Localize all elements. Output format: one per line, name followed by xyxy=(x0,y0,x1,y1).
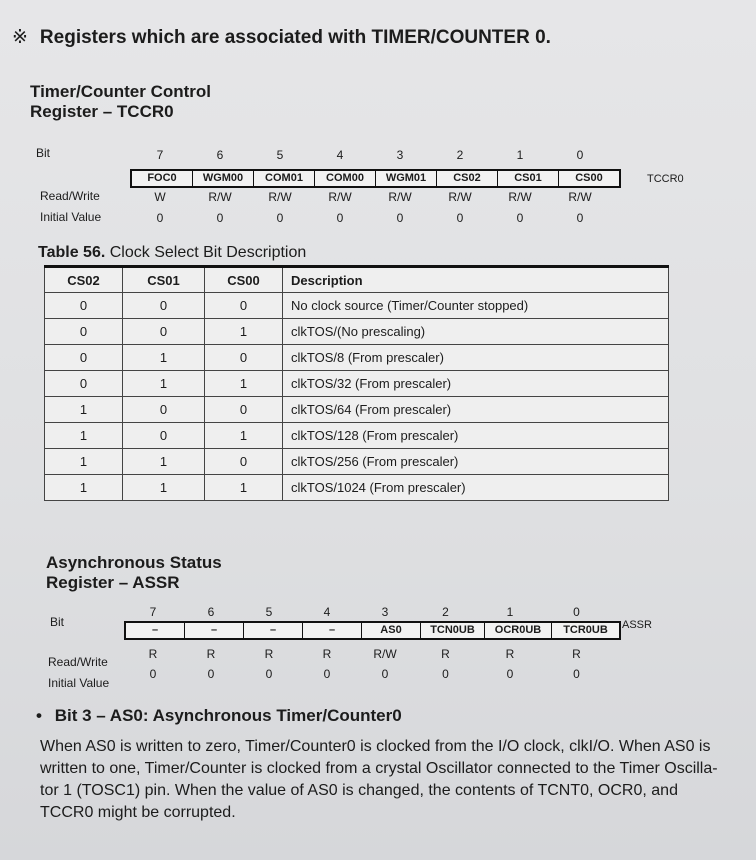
register-field: CS02 xyxy=(436,171,497,186)
assr-title-line2: Register – ASSR xyxy=(46,573,180,592)
assr-register-box xyxy=(124,621,621,640)
tccr0-register-box xyxy=(130,169,621,188)
rw-value: R/W xyxy=(448,190,472,204)
bit3-paragraph-line1: When AS0 is written to zero, Timer/Counter0 is clocked from the I/O clock, clkI/O. When AS0 is xyxy=(40,738,711,755)
tccr0-bit-label: Bit xyxy=(36,146,51,160)
initial-value: 0 xyxy=(506,667,514,681)
table-cell: 1 xyxy=(205,319,283,345)
column-header: Description xyxy=(283,267,669,293)
bit-number: 4 xyxy=(336,148,344,162)
table-cell: clkTOS/32 (From prescaler) xyxy=(283,371,669,397)
rw-value: R/W xyxy=(268,190,292,204)
table-row xyxy=(45,423,669,449)
register-field: TCR0UB xyxy=(551,623,619,638)
initial-value: 0 xyxy=(323,667,331,681)
rw-value: R/W xyxy=(208,190,232,204)
rw-value: R/W xyxy=(568,190,592,204)
table-cell: No clock source (Timer/Counter stopped) xyxy=(283,293,669,319)
table-cell: clkTOS/64 (From prescaler) xyxy=(283,397,669,423)
table-cell: 1 xyxy=(45,475,123,501)
page-heading-text: Registers which are associated with TIMER/COUNTER 0. xyxy=(39,27,551,48)
register-field: CS00 xyxy=(558,171,619,186)
rw-value: R xyxy=(441,647,450,661)
bit3-title: Bit 3 – AS0: Asynchronous Timer/Counter0 xyxy=(54,706,402,725)
bit-number: 3 xyxy=(381,605,389,619)
assr-initial-values xyxy=(124,667,610,681)
table-cell: clkTOS/128 (From prescaler) xyxy=(283,423,669,449)
rw-value: R/W xyxy=(373,647,397,661)
table-cell: 0 xyxy=(45,319,123,345)
register-field: COM00 xyxy=(314,171,375,186)
table-cell: 0 xyxy=(205,449,283,475)
rw-value: R xyxy=(148,647,158,661)
rw-value: R/W xyxy=(508,190,532,204)
table-cell: 1 xyxy=(123,371,205,397)
bit-number: 5 xyxy=(276,148,284,162)
table-cell: 0 xyxy=(123,397,205,423)
table-cell: 0 xyxy=(123,293,205,319)
tccr0-title-line2: Register – TCCR0 xyxy=(30,102,174,121)
rw-value: R xyxy=(322,647,332,661)
bit-number: 1 xyxy=(506,605,514,619)
assr-register-name: ASSR xyxy=(622,619,652,631)
assr-bit-numbers xyxy=(124,605,610,619)
table56-number: Table 56. xyxy=(38,244,106,261)
table-cell: 0 xyxy=(205,293,283,319)
table-cell: 1 xyxy=(45,423,123,449)
reference-mark-icon: ※ xyxy=(12,27,28,48)
bit-number: 1 xyxy=(516,148,524,162)
bit-number: 2 xyxy=(442,605,449,619)
rw-value: R xyxy=(264,647,274,661)
table-cell: 0 xyxy=(45,371,123,397)
register-field: CS01 xyxy=(497,171,558,186)
table-cell: 0 xyxy=(205,397,283,423)
table-header-row xyxy=(45,267,669,293)
table-cell: 0 xyxy=(123,319,205,345)
register-field: COM01 xyxy=(253,171,314,186)
tccr0-register-name: TCCR0 xyxy=(647,173,684,185)
tccr0-title-line1: Timer/Counter Control xyxy=(30,82,212,101)
rw-value: R xyxy=(206,647,216,661)
initial-value: 0 xyxy=(573,667,580,681)
register-field: FOC0 xyxy=(147,172,177,184)
table-cell: 1 xyxy=(45,449,123,475)
table-row xyxy=(45,293,669,319)
initial-value: 0 xyxy=(216,211,224,225)
bit-number: 6 xyxy=(216,148,224,162)
table-row xyxy=(45,475,669,501)
tccr0-title xyxy=(30,82,211,122)
table-cell: 1 xyxy=(123,475,205,501)
register-field: – xyxy=(151,624,159,636)
table56-caption: Clock Select Bit Description xyxy=(109,244,307,261)
tccr0-rw-label: Read/Write xyxy=(40,189,100,203)
tccr0-initial-values xyxy=(130,211,610,225)
table-row xyxy=(45,345,669,371)
rw-value: W xyxy=(154,190,166,204)
initial-value: 0 xyxy=(276,211,284,225)
bit-number: 3 xyxy=(396,148,404,162)
table-cell: 1 xyxy=(45,397,123,423)
table-cell: 0 xyxy=(123,423,205,449)
bit-number: 4 xyxy=(323,605,331,619)
tccr0-init-label: Initial Value xyxy=(40,210,102,224)
initial-value: 0 xyxy=(442,667,449,681)
column-header: CS00 xyxy=(205,267,283,293)
bit-number: 0 xyxy=(573,605,580,619)
page-heading xyxy=(12,26,551,49)
initial-value: 0 xyxy=(336,211,344,225)
bullet-icon: • xyxy=(36,706,42,725)
register-field: WGM01 xyxy=(375,171,436,186)
initial-value: 0 xyxy=(396,211,404,225)
table-cell: clkTOS/1024 (From prescaler) xyxy=(283,475,669,501)
bit3-paragraph-line2: written to one, Timer/Counter is clocked from a crystal Oscillator connected to the Timer Oscilla- xyxy=(40,760,718,777)
assr-init-label: Initial Value xyxy=(48,676,110,690)
bit3-heading xyxy=(36,706,402,726)
rw-value: R/W xyxy=(388,190,412,204)
assr-rw-label: Read/Write xyxy=(48,655,108,669)
register-field: – xyxy=(302,623,361,638)
initial-value: 0 xyxy=(265,667,273,681)
bit-number: 7 xyxy=(156,148,164,162)
register-field: TCN0UB xyxy=(420,623,484,638)
table-cell: 1 xyxy=(205,475,283,501)
table-cell: 0 xyxy=(45,293,123,319)
register-field: – xyxy=(243,623,302,638)
initial-value: 0 xyxy=(149,667,157,681)
table-cell: 0 xyxy=(205,345,283,371)
column-header: CS02 xyxy=(45,267,123,293)
bit-number: 6 xyxy=(207,605,215,619)
assr-title-line1: Asynchronous Status xyxy=(46,553,222,572)
register-field: WGM00 xyxy=(192,171,253,186)
bit3-paragraph-line3: tor 1 (TOSC1) pin. When the value of AS0 is changed, the contents of TCNT0, OCR0, and xyxy=(40,782,678,799)
bit-number: 7 xyxy=(149,605,157,619)
table-cell: 0 xyxy=(45,345,123,371)
table-cell: clkTOS/8 (From prescaler) xyxy=(283,345,669,371)
initial-value: 0 xyxy=(516,211,524,225)
register-field: – xyxy=(184,623,243,638)
initial-value: 0 xyxy=(381,667,389,681)
rw-value: R/W xyxy=(328,190,352,204)
column-header: CS01 xyxy=(123,267,205,293)
tccr0-rw-values xyxy=(130,190,610,204)
table-row xyxy=(45,371,669,397)
rw-value: R xyxy=(572,647,581,661)
assr-bit-label: Bit xyxy=(50,615,65,629)
table-cell: 1 xyxy=(123,345,205,371)
register-field: AS0 xyxy=(361,623,420,638)
table-row xyxy=(45,319,669,345)
initial-value: 0 xyxy=(156,211,164,225)
table56-title xyxy=(38,244,306,262)
assr-rw-values xyxy=(124,647,610,661)
initial-value: 0 xyxy=(456,211,464,225)
tccr0-bit-numbers xyxy=(130,148,610,162)
bit3-paragraph-line4: TCCR0 might be corrupted. xyxy=(40,804,236,821)
rw-value: R xyxy=(505,647,515,661)
table-cell: 1 xyxy=(205,423,283,449)
initial-value: 0 xyxy=(207,667,215,681)
bit-number: 5 xyxy=(265,605,273,619)
clock-select-table xyxy=(44,265,669,501)
bit-number: 2 xyxy=(456,148,464,162)
table-cell: clkTOS/(No prescaling) xyxy=(283,319,669,345)
table-row xyxy=(45,449,669,475)
register-field: OCR0UB xyxy=(484,623,551,638)
table-cell: 1 xyxy=(123,449,205,475)
table-cell: clkTOS/256 (From prescaler) xyxy=(283,449,669,475)
bit-number: 0 xyxy=(576,148,584,162)
table-row xyxy=(45,397,669,423)
assr-title xyxy=(46,553,222,593)
table-cell: 1 xyxy=(205,371,283,397)
initial-value: 0 xyxy=(576,211,584,225)
